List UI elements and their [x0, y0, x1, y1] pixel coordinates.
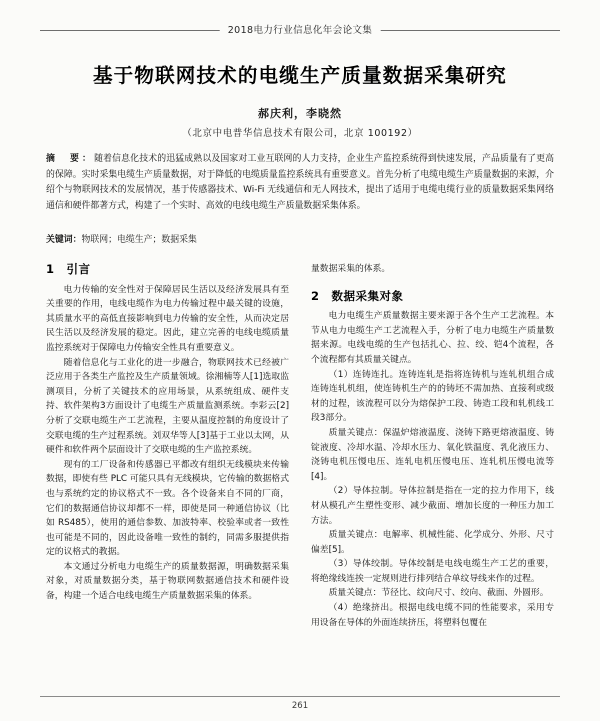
abstract-text: 随着信息化技术的迅猛成熟以及国家对工业互联网的人力支持，企业生产监控系统得到快速发展，产品质量有了更高的保障。实时采集电缆生产质量数据，对于降低的电缆质量监控系统具有重要意义。首先分析了电缆电缆生产质量数据的来源，介绍个与物联网技术的发展情况，基于传感器技术、Wi-Fi 无线通信和无人网技术，提出了适用于电缆电缆行业的质量数据采集网络通信和硬件都著方式，构建了一个实时、高效的电线电缆生产质量数据采集体系。 — [46, 154, 555, 211]
section-1-continuation: 量数据采集的体系。 — [311, 264, 391, 274]
page-title: 基于物联网技术的电缆生产质量数据采集研究 — [92, 64, 507, 87]
section-1-paragraph-1: 电力传输的安全性对于保障居民生活以及经济发展具有至关重要的作用，电线电缆作为电力传输过程中最关键的设施，其质量水平的高低直接影响到电力传输的安全性，从而决定居民生活以及经济发展的稳定。因此，建立完善的电线电缆质量监控系统对于保障电力传输安全性具有重要意义。 — [46, 284, 289, 353]
page-footer — [0, 701, 600, 711]
running-head-text: 2018电力行业信息化年会论文集 — [220, 22, 381, 36]
section-2-paragraph-5: 质量关键点：电解率、机械性能、化学成分、外形、尺寸偏差[5]。 — [311, 530, 554, 555]
authors: 郝庆利，李晓然 — [258, 107, 342, 120]
column-left — [46, 262, 289, 604]
section-2-paragraph-2: （1）连铸连扎。连铸连轧是指将连铸机与连轧机组合成连铸连轧机组，使连铸机生产的的铸坯不需加热、直接利或级材的过程，该流程可以分为熔保护工段、铸造工段和轧机线工段3部分。 — [311, 369, 554, 424]
section-1-paragraph-3: 现有的工厂设备和传感器已平都改有组织无线模块来传输数据，即使有些 PLC 可能只具有无线模块，它传输的数据格式也与系统约定的协议格式不一致。各个设备来自不同的厂商，它们的数据通信协议却都不一样，即使是同一种通信协议（比如 RS485），使用的通信参数、加波特率、校验率或者一致性也可能是不同的，因此设备唯一致性的制约，同需多服提供指定的议格式的教据。 — [46, 459, 289, 558]
abstract-label: 摘 要： — [46, 154, 95, 164]
footer-rule — [40, 696, 560, 697]
section-2-paragraph-3: 质量关键点：保温炉熔液温度、浇铸下路更熔液温度、铸锭液度、冷却水温、冷却水压力、氧化铁温度、乳化液压力、浇铸电机压慢电压、连轧电机压慢电压、连轧机压慢电流等[4]。 — [311, 427, 554, 482]
column-right — [311, 262, 554, 630]
section-2-paragraph-6: （3）导体绞制。导体绞制是电线电缆生产工艺的重要，将绝缘线连挨一定规则进行排列结合单纹导线来作的过程。 — [311, 559, 554, 584]
page-number: 261 — [291, 701, 309, 711]
keywords-label: 关键词： — [46, 235, 82, 245]
section-1-paragraph-4: 本文通过分析电力电缆生产的质量数据源，明确数据采集对象，对质量数据分类，基于物联网数据通信技术和硬件设备，构建一个适合电线电缆生产质量数据采集的体系。 — [46, 561, 289, 602]
abstract-block — [46, 152, 554, 214]
section-1-paragraph-2: 随着信息化与工业化的进一步融合，物联网技术已经被广泛应用于各类生产监控及生产质量领域。徐湘楠等人[1]选取监测项目，分析了关键技术的应用场景，从系统组成、硬件支持、软件架构3方面设计了电缆生产质量监测系统。李彩云[2]分析了交联电缆生产工艺流程，主要从温度控制的角度设计了交联电缆的生产过程系统。刘双华等人[3]基于工业以太网，从硬件和软件两个层面设计了交联电缆的生产监控系统。 — [46, 357, 289, 456]
section-2-paragraph-7: 质量关键点：节径比、纹向尺寸、绞向、截面、外圆形。 — [328, 588, 549, 599]
section-2-paragraph-4: （2）导体拉制。导体拉制是指在一定的拉力作用下，线材从模孔产生塑性变形、减少截面、增加长度的一种压力加工方法。 — [311, 486, 554, 526]
keywords-text: 物联网；电缆生产；数据采集 — [81, 235, 197, 245]
section-1-heading: 1 引言 — [46, 262, 91, 276]
section-2-paragraph-1: 电力电缆生产质量数据主要来源于各个生产工艺流程。本节从电力电缆生产工艺流程入手，分析了电力电缆生产质量数据来源。电线电缆的生产包括扎心、拉、绞、铠4个流程，各个流程都有其质量关键点。 — [311, 311, 554, 365]
section-2-paragraph-8: （4）绝缘挤出。根据电线电缆不同的性能要求，采用专用设备在导体的外面连续挤压，将塑料包覆在 — [311, 603, 554, 628]
keywords-block — [46, 233, 554, 248]
affiliation: （北京中电普华信息技术有限公司，北京 100192） — [182, 128, 418, 139]
section-2-heading: 2 数据采集对象 — [311, 288, 404, 303]
running-header — [0, 22, 600, 38]
